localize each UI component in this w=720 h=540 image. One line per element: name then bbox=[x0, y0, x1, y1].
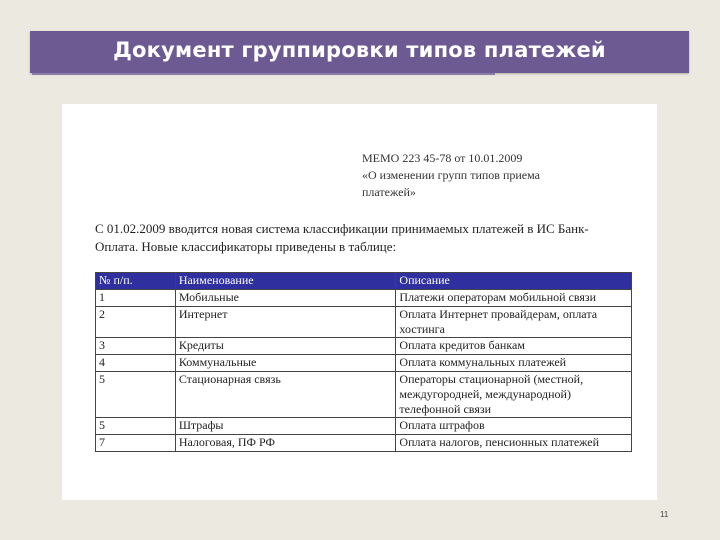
title-underline bbox=[32, 73, 495, 75]
intro-line: Оплата. Новые классификаторы приведены в таблице: bbox=[95, 239, 397, 254]
cell-name: Налоговая, ПФ РФ bbox=[175, 435, 396, 452]
slide-title: Документ группировки типов платежей bbox=[113, 38, 606, 62]
cell-name: Коммунальные bbox=[175, 355, 396, 372]
cell-name: Интернет bbox=[175, 307, 396, 338]
cell-description: Оплата Интернет провайдерам, оплата хостинга bbox=[396, 307, 632, 338]
memo-header bbox=[362, 150, 602, 201]
table-row bbox=[96, 355, 632, 372]
memo-line: «О изменении групп типов приема bbox=[362, 168, 540, 182]
table-row bbox=[96, 307, 632, 338]
cell-description: Оплата штрафов bbox=[396, 418, 632, 435]
cell-number: 4 bbox=[96, 355, 176, 372]
table-header-row bbox=[96, 273, 632, 290]
cell-description: Оплата коммунальных платежей bbox=[396, 355, 632, 372]
classification-table bbox=[95, 272, 632, 452]
table-row bbox=[96, 372, 632, 418]
header-number: № п/п. bbox=[96, 273, 176, 290]
header-description: Описание bbox=[396, 273, 632, 290]
table-row bbox=[96, 338, 632, 355]
cell-number: 7 bbox=[96, 435, 176, 452]
memo-line: МЕМО 223 45-78 от 10.01.2009 bbox=[362, 151, 523, 165]
cell-name: Мобильные bbox=[175, 290, 396, 307]
cell-number: 3 bbox=[96, 338, 176, 355]
intro-paragraph bbox=[95, 220, 635, 256]
cell-number: 1 bbox=[96, 290, 176, 307]
table-row bbox=[96, 418, 632, 435]
title-bar bbox=[30, 31, 689, 73]
cell-name: Кредиты bbox=[175, 338, 396, 355]
table-row bbox=[96, 435, 632, 452]
cell-number: 2 bbox=[96, 307, 176, 338]
document-image bbox=[62, 104, 657, 500]
memo-line: платежей» bbox=[362, 185, 416, 199]
cell-description: Оплата налогов, пенсионных платежей bbox=[396, 435, 632, 452]
cell-description: Платежи операторам мобильной связи bbox=[396, 290, 632, 307]
cell-name: Стационарная связь bbox=[175, 372, 396, 418]
page-number: 11 bbox=[660, 510, 669, 519]
cell-description: Операторы стационарной (местной, междугородней, международной) телефонной связи bbox=[396, 372, 632, 418]
intro-line: С 01.02.2009 вводится новая система классификации принимаемых платежей в ИС Банк- bbox=[95, 221, 589, 236]
cell-description: Оплата кредитов банкам bbox=[396, 338, 632, 355]
cell-number: 5 bbox=[96, 372, 176, 418]
cell-number: 5 bbox=[96, 418, 176, 435]
cell-name: Штрафы bbox=[175, 418, 396, 435]
table-row bbox=[96, 290, 632, 307]
header-name: Наименование bbox=[175, 273, 396, 290]
